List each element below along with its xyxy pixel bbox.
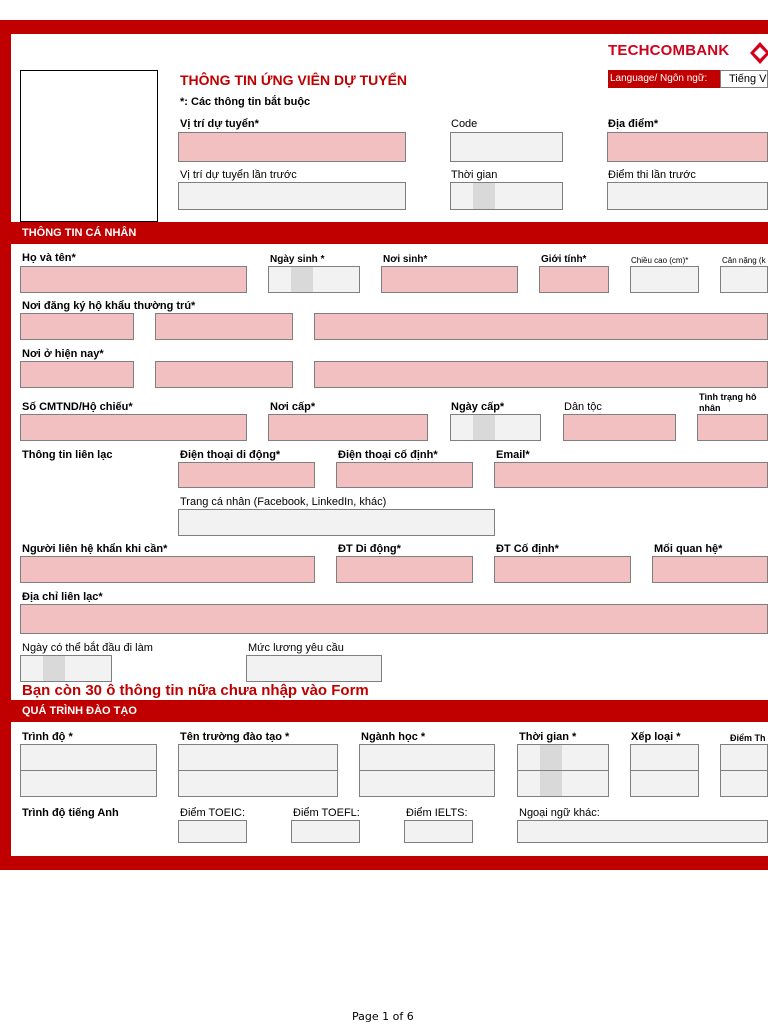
time-label: Thời gian: [451, 169, 498, 181]
issue-date-field[interactable]: [450, 414, 541, 441]
id-number-label: Số CMTND/Hộ chiếu*: [22, 401, 133, 413]
other-language-field[interactable]: [517, 820, 768, 843]
start-date-label: Ngày có thể bắt đầu đi làm: [22, 642, 153, 654]
emergency-mobile-field[interactable]: [336, 556, 473, 583]
toefl-label: Điểm TOEFL:: [293, 807, 360, 819]
mobile-label: Điện thoại di động*: [180, 449, 281, 461]
logo-diamond-icon: [750, 42, 768, 64]
personal-section-title: THÔNG TIN CÁ NHÂN: [22, 227, 137, 239]
emergency-mobile-label: ĐT Di động*: [338, 543, 401, 555]
language-select[interactable]: Tiếng V: [720, 70, 768, 88]
weight-label: Cân nặng (k: [722, 256, 766, 265]
school-field-1[interactable]: [178, 744, 338, 771]
current-address-label: Nơi ở hiện nay*: [22, 348, 104, 360]
emergency-landline-field[interactable]: [494, 556, 631, 583]
time-field[interactable]: [450, 182, 563, 210]
major-label: Ngành học *: [361, 731, 426, 743]
previous-position-label: Vị trí dự tuyển lần trước: [180, 169, 297, 181]
expected-salary-label: Mức lương yêu cầu: [248, 642, 344, 654]
education-section-header: [11, 700, 768, 722]
marital-status-label-2: nhân: [699, 403, 721, 413]
previous-exam-field[interactable]: [607, 182, 768, 210]
full-name-label: Họ và tên*: [22, 252, 76, 264]
birthplace-field[interactable]: [381, 266, 518, 293]
toefl-field[interactable]: [291, 820, 360, 843]
grade-field-2[interactable]: [630, 770, 699, 797]
personal-page-field[interactable]: [178, 509, 495, 536]
id-number-field[interactable]: [20, 414, 247, 441]
permanent-address-field-2[interactable]: [155, 313, 293, 340]
school-label: Tên trường đào tạo *: [180, 731, 290, 743]
personal-section-header: [11, 222, 768, 244]
mobile-field[interactable]: [178, 462, 315, 488]
language-label: Language/ Ngôn ngữ:: [608, 70, 720, 88]
position-label: Vị trí dự tuyển*: [180, 118, 259, 130]
code-field[interactable]: [450, 132, 563, 162]
current-address-field-1[interactable]: [20, 361, 134, 388]
ethnicity-label: Dân tộc: [564, 401, 602, 413]
current-address-field-2[interactable]: [155, 361, 293, 388]
current-address-field-3[interactable]: [314, 361, 768, 388]
grade-label: Xếp loại *: [631, 731, 681, 743]
relationship-label: Mối quan hệ*: [654, 543, 723, 555]
score-field-2[interactable]: [720, 770, 768, 797]
previous-exam-label: Điểm thi lần trước: [608, 169, 696, 181]
remaining-fields-notice: Bạn còn 30 ô thông tin nữa chưa nhập vào Form: [22, 682, 369, 699]
previous-position-field[interactable]: [178, 182, 406, 210]
height-label: Chiều cao (cm)*: [631, 256, 689, 265]
duration-label: Thời gian *: [519, 731, 577, 743]
level-label: Trình độ *: [22, 731, 73, 743]
toeic-field[interactable]: [178, 820, 247, 843]
ielts-label: Điểm IELTS:: [406, 807, 468, 819]
email-label: Email*: [496, 449, 530, 461]
location-label: Địa điểm*: [608, 118, 659, 130]
duration-field-2[interactable]: [517, 770, 609, 797]
school-field-2[interactable]: [178, 770, 338, 797]
grade-field-1[interactable]: [630, 744, 699, 771]
other-language-label: Ngoại ngữ khác:: [519, 807, 600, 819]
contact-address-label: Địa chỉ liên lạc*: [22, 591, 103, 603]
page-number: Page 1 of 6: [352, 1010, 414, 1023]
personal-page-label: Trang cá nhân (Facebook, LinkedIn, khác): [180, 496, 387, 508]
dob-label: Ngày sinh *: [270, 254, 325, 265]
contact-info-label: Thông tin liên lạc: [22, 449, 113, 461]
score-field-1[interactable]: [720, 744, 768, 771]
location-field[interactable]: [607, 132, 768, 162]
ielts-field[interactable]: [404, 820, 473, 843]
issue-date-label: Ngày cấp*: [451, 401, 505, 413]
photo-box[interactable]: [20, 70, 158, 222]
brand-name: TECHCOMBANK: [608, 42, 730, 59]
major-field-1[interactable]: [359, 744, 495, 771]
landline-field[interactable]: [336, 462, 473, 488]
english-level-label: Trình độ tiếng Anh: [22, 807, 119, 819]
dob-field[interactable]: [268, 266, 360, 293]
landline-label: Điện thoại cố định*: [338, 449, 438, 461]
required-note: *: Các thông tin bắt buộc: [180, 96, 311, 108]
level-field-2[interactable]: [20, 770, 157, 797]
ethnicity-field[interactable]: [563, 414, 676, 441]
education-section-title: QUÁ TRÌNH ĐÀO TẠO: [22, 705, 137, 717]
contact-address-field[interactable]: [20, 604, 768, 634]
duration-field-1[interactable]: [517, 744, 609, 771]
expected-salary-field[interactable]: [246, 655, 382, 682]
position-field[interactable]: [178, 132, 406, 162]
permanent-address-field-1[interactable]: [20, 313, 134, 340]
emergency-contact-label: Người liên hệ khẩn khi cần*: [22, 543, 168, 555]
marital-status-field[interactable]: [697, 414, 768, 441]
emergency-landline-label: ĐT Cố định*: [496, 543, 559, 555]
gender-field[interactable]: [539, 266, 609, 293]
height-field[interactable]: [630, 266, 699, 293]
weight-field[interactable]: [720, 266, 768, 293]
relationship-field[interactable]: [652, 556, 768, 583]
techcombank-logo: [608, 42, 729, 66]
issue-place-field[interactable]: [268, 414, 428, 441]
emergency-contact-field[interactable]: [20, 556, 315, 583]
major-field-2[interactable]: [359, 770, 495, 797]
birthplace-label: Nơi sinh*: [383, 254, 428, 265]
permanent-address-field-3[interactable]: [314, 313, 768, 340]
code-label: Code: [451, 118, 478, 130]
form-title: THÔNG TIN ỨNG VIÊN DỰ TUYỂN: [180, 72, 408, 88]
gender-label: Giới tính*: [541, 254, 587, 265]
email-field[interactable]: [494, 462, 768, 488]
level-field-1[interactable]: [20, 744, 157, 771]
toeic-label: Điểm TOEIC:: [180, 807, 245, 819]
start-date-field[interactable]: [20, 655, 112, 682]
marital-status-label-1: Tình trạng hô: [699, 392, 757, 402]
permanent-address-label: Nơi đăng ký hộ khẩu thường trú*: [22, 300, 196, 312]
issue-place-label: Nơi cấp*: [270, 401, 316, 413]
full-name-field[interactable]: [20, 266, 247, 293]
score-label: Điểm Th: [730, 733, 766, 743]
